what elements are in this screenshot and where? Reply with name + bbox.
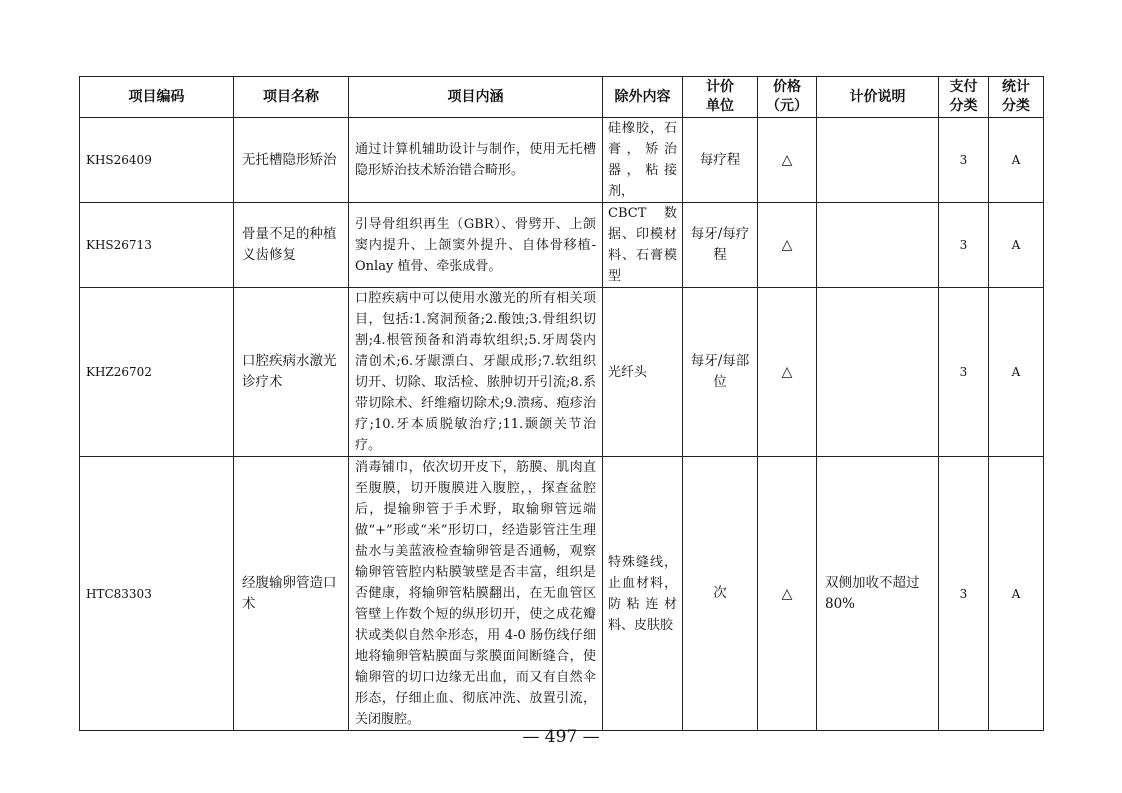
header-exclusions: 除外内容 — [603, 77, 683, 118]
row-pay: 3 — [939, 288, 989, 457]
row-code: KHS26713 — [80, 203, 234, 288]
row-code: KHS26409 — [80, 118, 234, 203]
page-number: — 497 — — [522, 727, 600, 747]
row-unit: 次 — [683, 457, 758, 731]
row-note: 双侧加收不超过 80% — [817, 457, 939, 731]
row-pay: 3 — [939, 457, 989, 731]
row-content: 通过计算机辅助设计与制作，使用无托槽隐形矫治技术矫治错合畸形。 — [349, 118, 603, 203]
row-note — [817, 288, 939, 457]
row-price: △ — [758, 118, 817, 203]
row-note — [817, 118, 939, 203]
row-stat: A — [989, 457, 1044, 731]
header-name: 项目名称 — [234, 77, 349, 118]
row-unit: 每牙/每部位 — [683, 288, 758, 457]
row-exclusions: 硅橡胶，石膏，矫治器，粘接剂， — [603, 118, 683, 203]
row-pay: 3 — [939, 203, 989, 288]
row-exclusions: 光纤头 — [603, 288, 683, 457]
header-pay: 支付 分类 — [939, 77, 989, 118]
row-name: 口腔疾病水激光诊疗术 — [234, 288, 349, 457]
row-unit: 每牙/每疗程 — [683, 203, 758, 288]
row-content: 口腔疾病中可以使用水激光的所有相关项目，包括:1.窝洞预备;2.酸蚀;3.骨组织切割;4.根管预备和消毒软组织;5.牙周袋内清创术;6.牙龈漂白、牙龈成形;7.软组织切开、切除、取活检、脓肿切开引流;8.系带切除术、纤维瘤切除术;9.溃疡、疱疹治疗;10.牙本质脱敏治疗;11.颞颌关节治疗。 — [349, 288, 603, 457]
row-content: 引导骨组织再生（GBR）、骨劈开、上颌窦内提升、上颌窦外提升、自体骨移植-Onlay 植骨、牵张成骨。 — [349, 203, 603, 288]
row-code: HTC83303 — [80, 457, 234, 731]
header-price: 价格 （元） — [758, 77, 817, 118]
table-row — [80, 457, 1044, 731]
table-row — [80, 288, 1044, 457]
row-unit: 每疗程 — [683, 118, 758, 203]
row-name: 无托槽隐形矫治 — [234, 118, 349, 203]
row-price: △ — [758, 288, 817, 457]
header-code: 项目编码 — [80, 77, 234, 118]
table-row — [80, 118, 1044, 203]
table-header-row — [80, 77, 1044, 118]
row-content: 消毒铺巾，依次切开皮下，筋膜、肌肉直至腹膜，切开腹膜进入腹腔，，探查盆腔后，提输卵管于手术野，取输卵管远端做“+”形或“米”形切口，经造影管注生理盐水与美蓝液检查输卵管是否通畅，观察输卵管管腔内粘膜皱壁是否丰富，组织是否健康，将输卵管粘膜翻出，在无血管区管壁上作数个短的纵形切开，使之成花瓣状或类似自然伞形态，用 4-0 肠伤线仔细地将输卵管粘膜面与浆膜面间断缝合，使输卵管的切口边缘无出血，而又有自然伞形态，仔细止血、彻底冲洗、放置引流，关闭腹腔。 — [349, 457, 603, 731]
row-exclusions: CBCT 数据、印模材料、石膏模型 — [603, 203, 683, 288]
pricing-table — [79, 76, 1044, 731]
row-price: △ — [758, 203, 817, 288]
header-stat: 统计 分类 — [989, 77, 1044, 118]
row-name: 骨量不足的种植义齿修复 — [234, 203, 349, 288]
header-note: 计价说明 — [817, 77, 939, 118]
row-stat: A — [989, 118, 1044, 203]
header-content: 项目内涵 — [349, 77, 603, 118]
row-price: △ — [758, 457, 817, 731]
table-row — [80, 203, 1044, 288]
row-code: KHZ26702 — [80, 288, 234, 457]
row-name: 经腹输卵管造口术 — [234, 457, 349, 731]
row-stat: A — [989, 203, 1044, 288]
row-note — [817, 203, 939, 288]
row-exclusions: 特殊缝线，止血材料，防粘连材料、皮肤胶 — [603, 457, 683, 731]
row-stat: A — [989, 288, 1044, 457]
row-pay: 3 — [939, 118, 989, 203]
header-unit: 计价 单位 — [683, 77, 758, 118]
